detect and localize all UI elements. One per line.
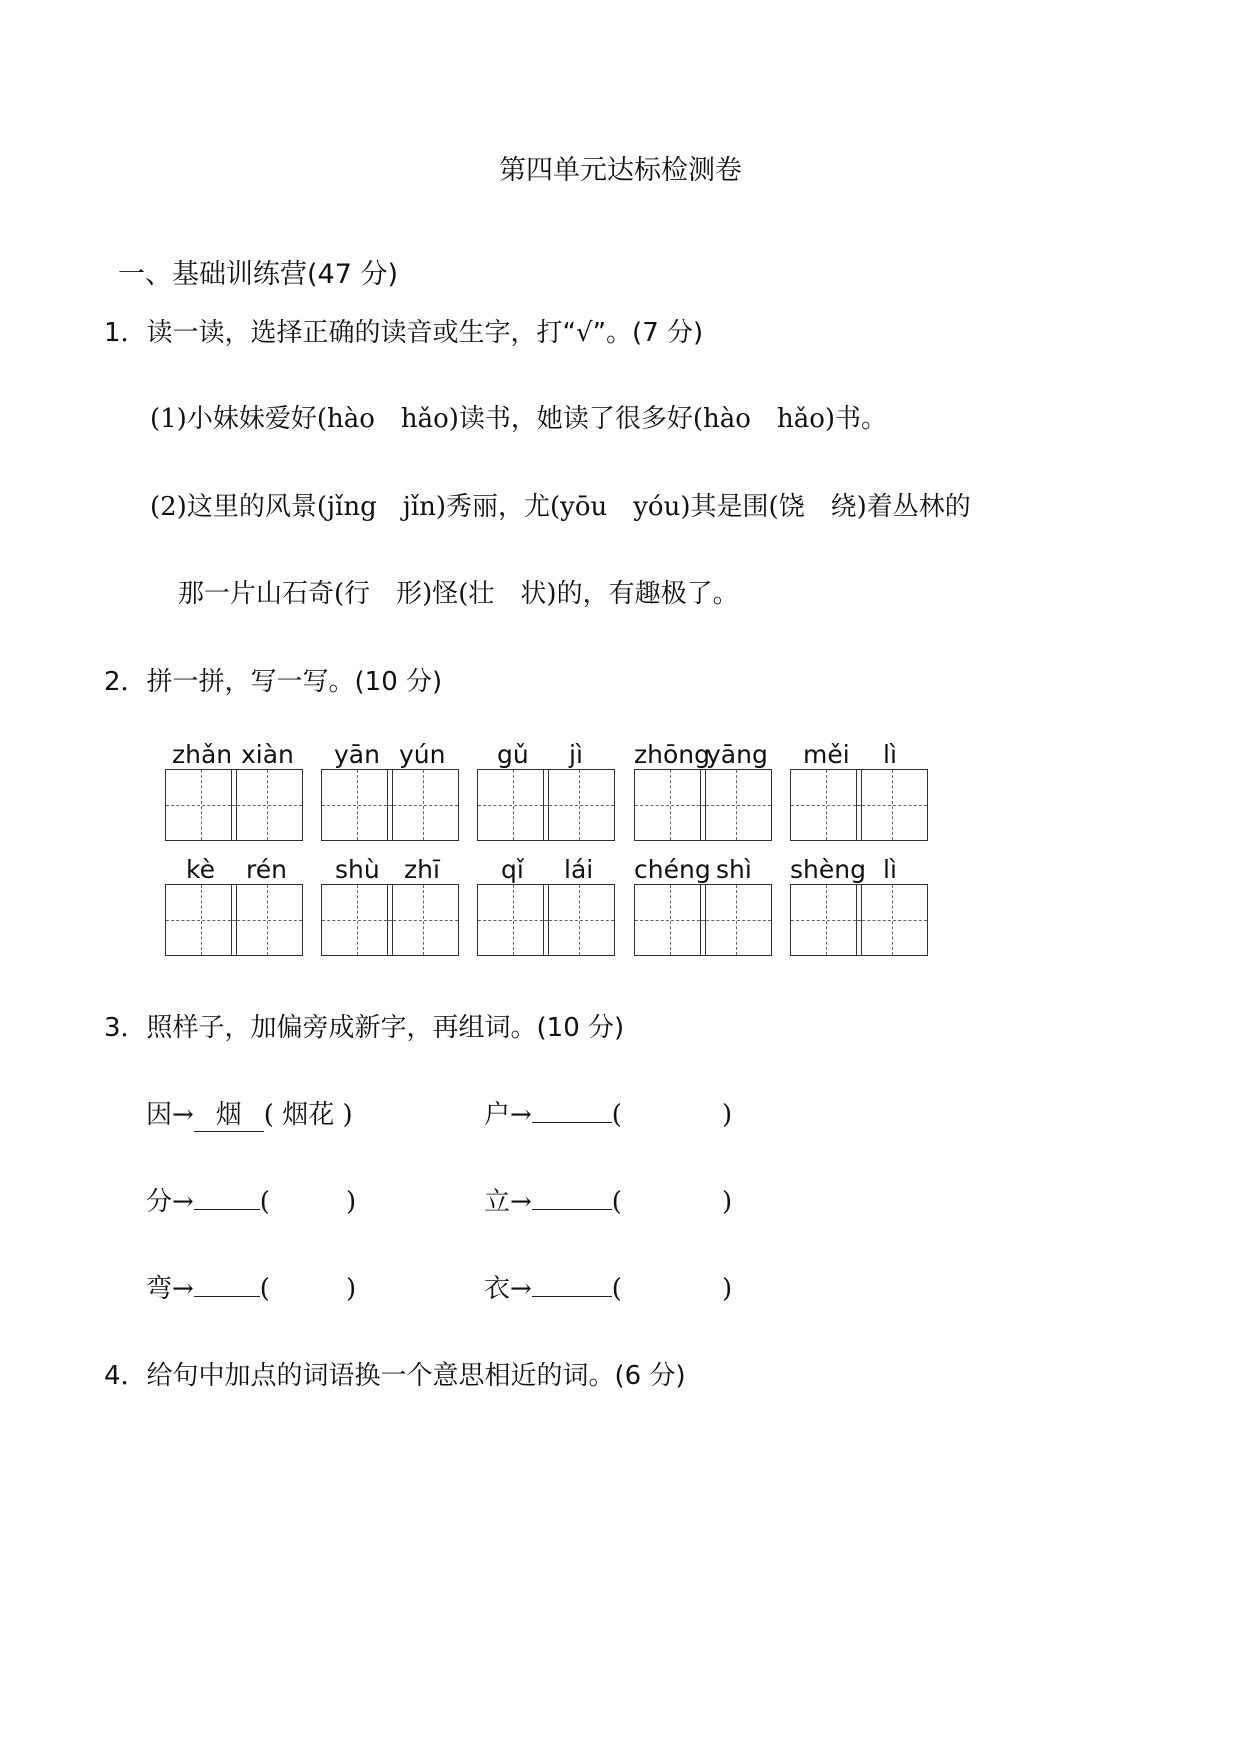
answer-blank[interactable] (194, 1272, 260, 1297)
writing-box[interactable] (856, 884, 928, 956)
pinyin-label: shèng (790, 855, 866, 884)
example-word: 烟花 (282, 1100, 335, 1130)
example-answer: 烟 (194, 1094, 264, 1132)
page-title: 第四单元达标检测卷 (499, 155, 742, 186)
example-close-paren: ) (342, 1100, 353, 1130)
pinyin-label: lái (564, 855, 594, 884)
writing-box[interactable] (231, 884, 303, 956)
pinyin-label: gǔ (497, 740, 529, 769)
question-4-prompt: 4．给句中加点的词语换一个意思相近的词。(6 分) (104, 1361, 686, 1391)
base-char: 弯→ (146, 1274, 194, 1304)
radical-item (146, 1181, 356, 1218)
writing-box[interactable] (387, 769, 459, 841)
pinyin-label: zhǎn (172, 740, 233, 769)
question-1-line-1: (1)小妹妹爱好(hào hǎo)读书，她读了很多好(hào hǎo)书。 (150, 404, 888, 434)
pinyin-label: xiàn (241, 740, 294, 769)
pinyin-label: jì (569, 740, 583, 769)
writing-box[interactable] (634, 884, 706, 956)
writing-box[interactable] (231, 769, 303, 841)
pinyin-label: yāng (706, 740, 768, 769)
open-paren: ( (259, 1274, 270, 1304)
answer-blank[interactable] (532, 1272, 612, 1297)
base-char: 户→ (484, 1100, 532, 1130)
question-3-prompt: 3．照样子，加偏旁成新字，再组词。(10 分) (104, 1013, 625, 1043)
writing-box[interactable] (321, 769, 393, 841)
close-paren: ) (345, 1187, 357, 1217)
radical-item (484, 1181, 732, 1218)
base-char: 衣→ (484, 1274, 532, 1304)
writing-box[interactable] (700, 769, 772, 841)
base-char: 立→ (484, 1187, 532, 1217)
close-paren: ) (345, 1274, 357, 1304)
section-heading: 一、基础训练营(47 分) (118, 259, 399, 290)
example-open-paren: ( (263, 1100, 274, 1130)
answer-blank[interactable] (532, 1098, 612, 1123)
writing-box[interactable] (477, 884, 549, 956)
pinyin-label: shì (716, 855, 752, 884)
open-paren: ( (611, 1187, 622, 1217)
question-1-line-3: 那一片山石奇(行 形)怪(壮 状)的，有趣极了。 (178, 579, 739, 609)
writing-box[interactable] (165, 769, 237, 841)
pinyin-label: yún (399, 740, 446, 769)
open-paren: ( (611, 1100, 622, 1130)
writing-box[interactable] (856, 769, 928, 841)
close-paren: ) (721, 1187, 733, 1217)
writing-box[interactable] (543, 769, 615, 841)
pinyin-label: rén (246, 855, 287, 884)
pinyin-label: lì (883, 740, 897, 769)
answer-blank[interactable] (194, 1185, 260, 1210)
writing-box[interactable] (543, 884, 615, 956)
pinyin-label: zhī (404, 855, 440, 884)
pinyin-label: yān (334, 740, 380, 769)
writing-box[interactable] (634, 769, 706, 841)
pinyin-label: shù (335, 855, 380, 884)
close-paren: ) (721, 1100, 733, 1130)
pinyin-label: měi (803, 740, 850, 769)
pinyin-label: kè (186, 855, 215, 884)
pinyin-label: zhōng (634, 740, 710, 769)
open-paren: ( (259, 1187, 270, 1217)
radical-item (484, 1268, 732, 1305)
writing-box[interactable] (700, 884, 772, 956)
answer-blank[interactable] (532, 1185, 612, 1210)
question-2-prompt: 2．拼一拼，写一写。(10 分) (104, 667, 443, 697)
question-1-prompt: 1．读一读，选择正确的读音或生字，打“√”。(7 分) (104, 318, 704, 348)
writing-box[interactable] (790, 769, 862, 841)
question-1-line-2: (2)这里的风景(jǐng jǐn)秀丽，尤(yōu yóu)其是围(饶 绕)着丛林的 (150, 492, 971, 522)
open-paren: ( (611, 1274, 622, 1304)
pinyin-label: chéng (634, 855, 711, 884)
writing-box[interactable] (321, 884, 393, 956)
writing-box[interactable] (477, 769, 549, 841)
example-item (146, 1094, 353, 1132)
writing-box[interactable] (387, 884, 459, 956)
radical-item (146, 1268, 356, 1305)
base-char: 分→ (146, 1187, 194, 1217)
writing-box[interactable] (790, 884, 862, 956)
radical-item (484, 1094, 732, 1131)
pinyin-label: lì (883, 855, 897, 884)
pinyin-label: qǐ (501, 855, 524, 884)
writing-box[interactable] (165, 884, 237, 956)
example-char: 因→ (146, 1100, 194, 1130)
close-paren: ) (721, 1274, 733, 1304)
